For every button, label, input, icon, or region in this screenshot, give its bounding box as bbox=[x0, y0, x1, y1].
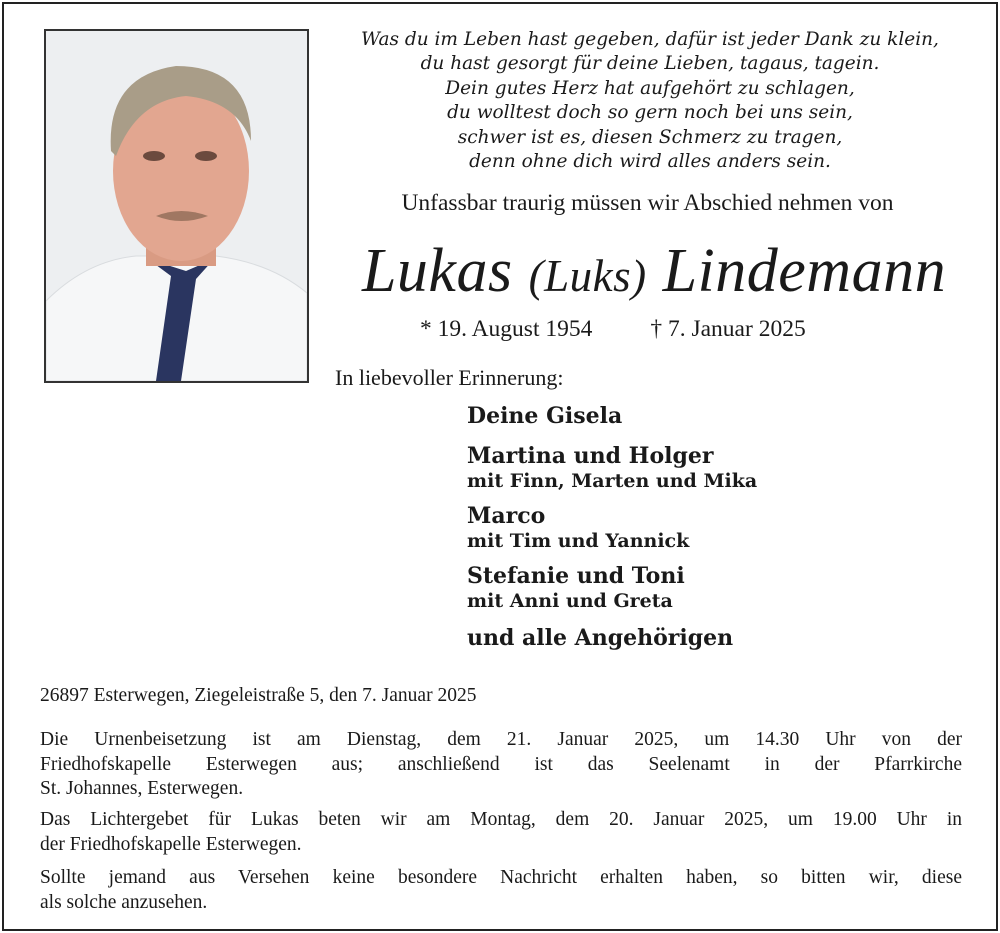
text-line: der Friedhofskapelle Esterwegen. bbox=[40, 833, 302, 855]
mourner-group: und alle Angehörigen bbox=[467, 625, 734, 651]
portrait-illustration bbox=[46, 31, 307, 381]
nickname: (Luks) bbox=[528, 251, 647, 301]
death-date: † 7. Januar 2025 bbox=[650, 316, 806, 342]
mourner-group: Martina und Holger bbox=[467, 443, 714, 469]
mourners-list bbox=[467, 400, 757, 652]
left-eye bbox=[143, 151, 165, 161]
first-name: Lukas bbox=[361, 237, 513, 305]
mourner-group: Deine Gisela bbox=[467, 403, 623, 429]
poem-line: du hast gesorgt für deine Lieben, tagaus, tagein. bbox=[420, 53, 880, 75]
text-line: Die Urnenbeisetzung ist am Dienstag, dem 21. Januar 2025, um 14.30 Uhr von der bbox=[40, 729, 962, 750]
portrait-photo bbox=[44, 29, 309, 383]
mourner-group: Marco bbox=[467, 503, 546, 529]
memory-label: In liebevoller Erinnerung: bbox=[335, 365, 564, 390]
poem-line: schwer ist es, diesen Schmerz zu tragen, bbox=[457, 126, 843, 148]
place-and-date: 26897 Esterwegen, Ziegeleistraße 5, den 7. Januar 2025 bbox=[40, 685, 477, 706]
life-dates bbox=[420, 316, 806, 343]
farewell-intro: Unfassbar traurig müssen wir Abschied nehmen von bbox=[401, 190, 894, 216]
deceased-name bbox=[318, 236, 990, 307]
right-eye bbox=[195, 151, 217, 161]
text-line: Friedhofskapelle Esterwegen aus; anschließend ist das Seelenamt in der Pfarrkirche bbox=[40, 753, 962, 775]
poem-line: denn ohne dich wird alles anders sein. bbox=[469, 151, 831, 173]
text-line: Sollte jemand aus Versehen keine besondere Nachricht erhalten haben, so bitten wir, diese bbox=[40, 867, 962, 888]
poem bbox=[320, 28, 980, 174]
last-name: Lindemann bbox=[662, 237, 947, 305]
mourner-group: Stefanie und Toni bbox=[467, 563, 685, 589]
prayer-info bbox=[40, 808, 962, 857]
poem-line: Was du im Leben hast gegeben, dafür ist jeder Dank zu klein, bbox=[361, 29, 939, 50]
text-line: als solche anzusehen. bbox=[40, 891, 208, 913]
mourner-subgroup: mit Tim und Yannick bbox=[467, 530, 690, 552]
funeral-info bbox=[40, 728, 962, 802]
text-line: Das Lichtergebet für Lukas beten wir am Montag, dem 20. Januar 2025, um 19.00 Uhr in bbox=[40, 809, 962, 830]
poem-line: du wolltest doch so gern noch bei uns sein, bbox=[447, 102, 853, 124]
poem-line: Dein gutes Herz hat aufgehört zu schlagen, bbox=[445, 77, 855, 99]
mourner-subgroup: mit Finn, Marten und Mika bbox=[467, 470, 758, 492]
birth-date: * 19. August 1954 bbox=[420, 316, 593, 342]
mourner-subgroup: mit Anni und Greta bbox=[467, 590, 673, 612]
notice-info bbox=[40, 866, 962, 915]
text-line: St. Johannes, Esterwegen. bbox=[40, 778, 244, 799]
